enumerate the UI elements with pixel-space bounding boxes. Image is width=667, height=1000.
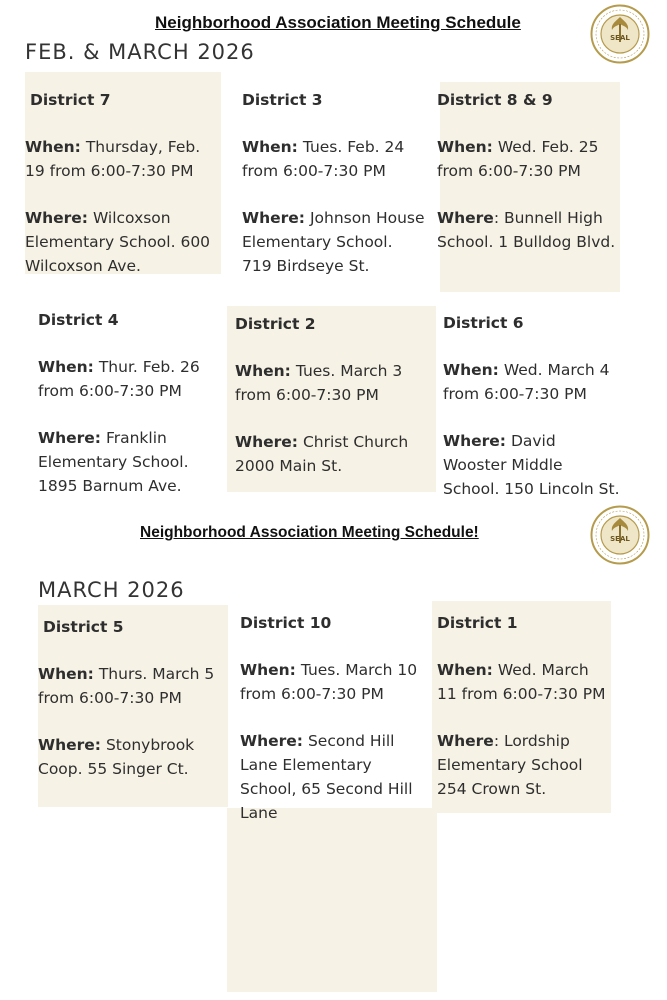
where-value: : Bunnell High School. 1 Bulldog Blvd. — [437, 209, 616, 251]
when-label: When: — [443, 361, 499, 379]
card-district-1 — [437, 611, 609, 801]
when-value: Thurs. March 5 from 6:00-7:30 PM — [38, 665, 215, 707]
card-district-5 — [38, 615, 226, 781]
where-value: Johnson House Elementary School. 719 Birdseye St. — [242, 209, 425, 275]
where-label: Where — [437, 209, 494, 227]
where-label: Where: — [25, 209, 88, 227]
district-name: District 3 — [242, 91, 323, 109]
district-name: District 10 — [240, 614, 332, 632]
section1-heading: FEB. & MARCH 2026 — [25, 40, 255, 64]
when-label: When: — [240, 661, 296, 679]
card-district-7 — [25, 88, 221, 278]
card-district-8-9 — [437, 88, 617, 254]
where-value: Stonybrook Coop. 55 Singer Ct. — [38, 736, 195, 778]
district-name: District 1 — [437, 614, 518, 632]
when-label: When: — [235, 362, 291, 380]
card-district-6 — [443, 311, 623, 501]
when-value: Tues. March 3 from 6:00-7:30 PM — [235, 362, 403, 404]
when-label: When: — [242, 138, 298, 156]
when-label: When: — [38, 665, 94, 683]
when-label: When: — [437, 138, 493, 156]
when-value: Wed. March 11 from 6:00-7:30 PM — [437, 661, 606, 703]
card-district-10 — [240, 611, 432, 825]
where-value: Second Hill Lane Elementary School, 65 Second Hill Lane — [240, 732, 413, 822]
town-seal-bottom — [590, 505, 650, 565]
when-value: Wed. March 4 from 6:00-7:30 PM — [443, 361, 610, 403]
where-label: Where: — [38, 429, 101, 447]
district-name: District 7 — [30, 91, 111, 109]
district-name: District 8 & 9 — [437, 91, 553, 109]
section2-heading: MARCH 2026 — [38, 578, 185, 602]
card-district-2 — [235, 312, 425, 478]
where-label: Where: — [235, 433, 298, 451]
when-value: Wed. Feb. 25 from 6:00-7:30 PM — [437, 138, 599, 180]
card-district-4 — [38, 308, 218, 498]
svg-text:SEAL: SEAL — [610, 34, 630, 42]
town-seal-top — [590, 4, 650, 64]
district-name: District 5 — [43, 618, 124, 636]
card-district-3 — [242, 88, 427, 278]
where-label: Where: — [443, 432, 506, 450]
when-value: Thursday, Feb. 19 from 6:00-7:30 PM — [25, 138, 201, 180]
where-label: Where: — [240, 732, 303, 750]
district-name: District 4 — [38, 311, 119, 329]
where-value: Wilcoxson Elementary School. 600 Wilcoxson Ave. — [25, 209, 211, 275]
panel-district-10 — [227, 808, 437, 992]
where-value: Franklin Elementary School. 1895 Barnum Ave. — [38, 429, 189, 495]
when-label: When: — [437, 661, 493, 679]
where-value: : Lordship Elementary School 254 Crown St. — [437, 732, 583, 798]
when-value: Tues. Feb. 24 from 6:00-7:30 PM — [242, 138, 405, 180]
when-label: When: — [38, 358, 94, 376]
where-label: Where: — [38, 736, 101, 754]
when-label: When: — [25, 138, 81, 156]
district-name: District 6 — [443, 314, 524, 332]
svg-text:SEAL: SEAL — [610, 535, 630, 543]
section2-title: Neighborhood Association Meeting Schedule! — [140, 524, 479, 541]
when-value: Thur. Feb. 26 from 6:00-7:30 PM — [38, 358, 200, 400]
district-name: District 2 — [235, 315, 316, 333]
when-value: Tues. March 10 from 6:00-7:30 PM — [240, 661, 418, 703]
where-label: Where: — [242, 209, 305, 227]
where-label: Where — [437, 732, 494, 750]
where-value: Christ Church 2000 Main St. — [235, 433, 409, 475]
where-value: David Wooster Middle School. 150 Lincoln St. — [443, 432, 620, 498]
section1-title: Neighborhood Association Meeting Schedule — [155, 13, 521, 32]
